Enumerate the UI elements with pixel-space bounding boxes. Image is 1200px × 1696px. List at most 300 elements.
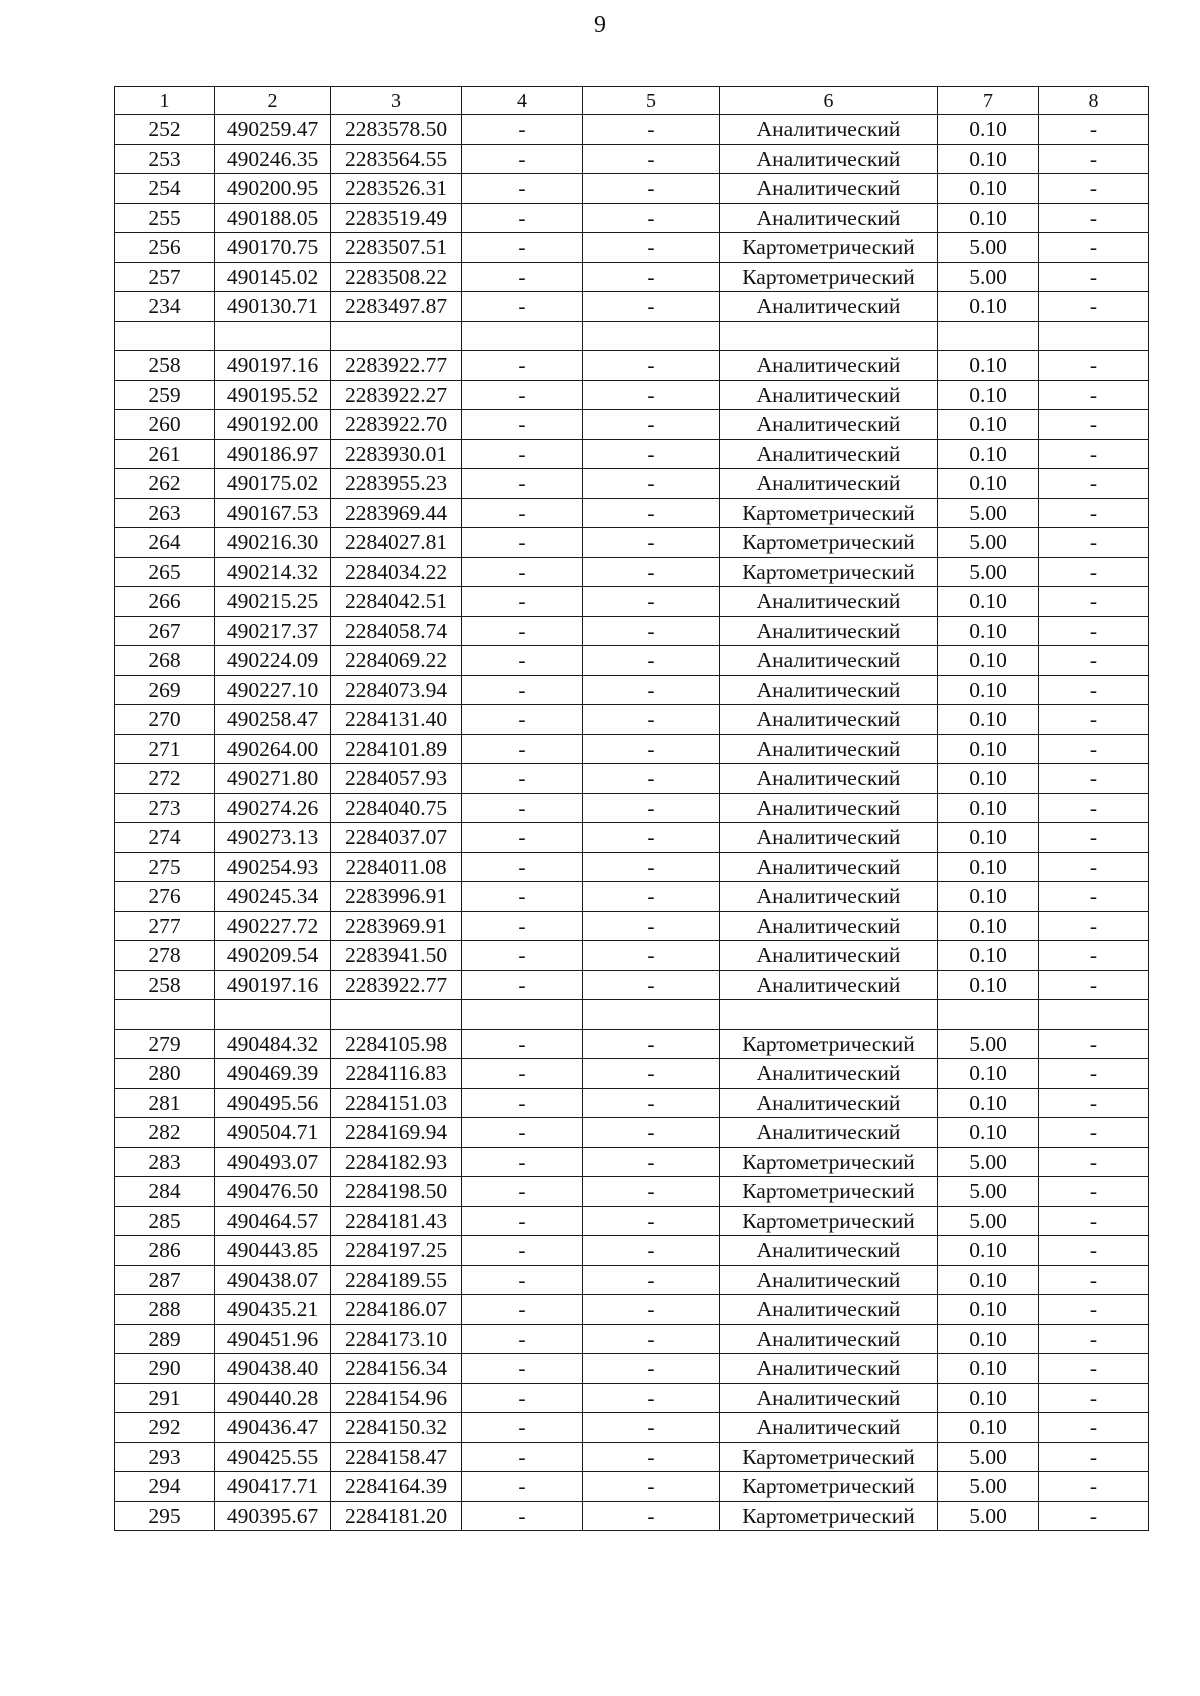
cell-point-number: 261 (115, 439, 215, 469)
cell-coord-x: 490435.21 (215, 1295, 331, 1325)
table-row (115, 1442, 1149, 1472)
cell-accuracy: 5.00 (938, 1147, 1039, 1177)
cell-col-5: - (583, 734, 720, 764)
header-cell-1: 1 (115, 87, 215, 115)
cell-method: Аналитический (720, 203, 938, 233)
cell-method: Аналитический (720, 970, 938, 1000)
cell-col-4: - (462, 498, 583, 528)
cell-method: Картометрический (720, 1501, 938, 1531)
cell-col-5: - (583, 852, 720, 882)
cell-coord-y: 2284042.51 (331, 587, 462, 617)
cell-point-number: 257 (115, 262, 215, 292)
table-row (115, 528, 1149, 558)
cell-coord-y: 2284186.07 (331, 1295, 462, 1325)
cell-method: Аналитический (720, 587, 938, 617)
cell-col-4: - (462, 262, 583, 292)
cell-coord-y: 2284198.50 (331, 1177, 462, 1207)
cell-point-number: 283 (115, 1147, 215, 1177)
cell-col-4 (462, 321, 583, 351)
cell-col-5: - (583, 115, 720, 145)
table-row (115, 1118, 1149, 1148)
cell-col-8: - (1039, 380, 1149, 410)
cell-coord-y: 2284057.93 (331, 764, 462, 794)
cell-col-8 (1039, 1000, 1149, 1030)
cell-point-number: 268 (115, 646, 215, 676)
cell-col-5: - (583, 616, 720, 646)
cell-col-4: - (462, 646, 583, 676)
table-row (115, 469, 1149, 499)
cell-col-5: - (583, 174, 720, 204)
cell-col-5: - (583, 911, 720, 941)
cell-coord-x: 490274.26 (215, 793, 331, 823)
cell-point-number: 295 (115, 1501, 215, 1531)
cell-coord-x: 490273.13 (215, 823, 331, 853)
cell-col-4: - (462, 734, 583, 764)
cell-col-8: - (1039, 1177, 1149, 1207)
cell-accuracy: 5.00 (938, 1472, 1039, 1502)
cell-point-number: 288 (115, 1295, 215, 1325)
cell-col-8: - (1039, 911, 1149, 941)
cell-col-8 (1039, 321, 1149, 351)
cell-coord-x: 490493.07 (215, 1147, 331, 1177)
cell-coord-y: 2284040.75 (331, 793, 462, 823)
cell-point-number: 267 (115, 616, 215, 646)
cell-coord-x: 490417.71 (215, 1472, 331, 1502)
cell-point-number: 277 (115, 911, 215, 941)
cell-method: Аналитический (720, 734, 938, 764)
cell-accuracy: 0.10 (938, 439, 1039, 469)
cell-accuracy: 0.10 (938, 1236, 1039, 1266)
table-row (115, 616, 1149, 646)
cell-coord-x: 490271.80 (215, 764, 331, 794)
cell-accuracy (938, 321, 1039, 351)
cell-col-4: - (462, 1206, 583, 1236)
table-row (115, 292, 1149, 322)
cell-method: Картометрический (720, 1029, 938, 1059)
cell-method: Аналитический (720, 144, 938, 174)
cell-col-4: - (462, 292, 583, 322)
cell-coord-y: 2283526.31 (331, 174, 462, 204)
cell-coord-y: 2284105.98 (331, 1029, 462, 1059)
cell-point-number: 280 (115, 1059, 215, 1089)
cell-coord-x: 490451.96 (215, 1324, 331, 1354)
cell-coord-y: 2283922.77 (331, 970, 462, 1000)
cell-point-number: 290 (115, 1354, 215, 1384)
table-row (115, 1088, 1149, 1118)
cell-accuracy: 0.10 (938, 410, 1039, 440)
table-row (115, 262, 1149, 292)
cell-col-4: - (462, 941, 583, 971)
cell-accuracy: 0.10 (938, 646, 1039, 676)
table-row (115, 1383, 1149, 1413)
cell-coord-x: 490214.32 (215, 557, 331, 587)
cell-point-number: 285 (115, 1206, 215, 1236)
cell-method: Аналитический (720, 1354, 938, 1384)
table-row (115, 823, 1149, 853)
cell-point-number: 275 (115, 852, 215, 882)
cell-method: Аналитический (720, 1059, 938, 1089)
cell-method: Аналитический (720, 439, 938, 469)
cell-col-4: - (462, 410, 583, 440)
cell-col-8: - (1039, 262, 1149, 292)
cell-point-number: 274 (115, 823, 215, 853)
cell-method (720, 321, 938, 351)
cell-col-5 (583, 1000, 720, 1030)
cell-coord-y: 2283922.77 (331, 351, 462, 381)
table-row (115, 882, 1149, 912)
cell-col-8: - (1039, 1295, 1149, 1325)
cell-coord-x: 490145.02 (215, 262, 331, 292)
cell-point-number: 253 (115, 144, 215, 174)
cell-coord-x: 490258.47 (215, 705, 331, 735)
cell-col-5: - (583, 1324, 720, 1354)
cell-coord-x: 490464.57 (215, 1206, 331, 1236)
cell-coord-y: 2283922.27 (331, 380, 462, 410)
cell-col-4: - (462, 1295, 583, 1325)
table-row (115, 764, 1149, 794)
cell-col-8: - (1039, 1236, 1149, 1266)
cell-accuracy: 5.00 (938, 1177, 1039, 1207)
cell-col-4: - (462, 616, 583, 646)
cell-method: Аналитический (720, 469, 938, 499)
cell-col-4: - (462, 705, 583, 735)
cell-coord-x: 490425.55 (215, 1442, 331, 1472)
cell-col-5: - (583, 793, 720, 823)
cell-col-4: - (462, 380, 583, 410)
cell-col-4: - (462, 144, 583, 174)
cell-col-4: - (462, 174, 583, 204)
cell-method: Аналитический (720, 380, 938, 410)
cell-col-4: - (462, 675, 583, 705)
cell-accuracy: 0.10 (938, 616, 1039, 646)
cell-coord-x: 490175.02 (215, 469, 331, 499)
cell-accuracy: 0.10 (938, 1324, 1039, 1354)
cell-col-4: - (462, 528, 583, 558)
cell-col-8: - (1039, 882, 1149, 912)
cell-col-4: - (462, 1442, 583, 1472)
cell-col-4: - (462, 587, 583, 617)
cell-col-8: - (1039, 793, 1149, 823)
cell-method: Аналитический (720, 1236, 938, 1266)
cell-coord-x: 490224.09 (215, 646, 331, 676)
cell-accuracy: 0.10 (938, 734, 1039, 764)
cell-col-4: - (462, 823, 583, 853)
cell-coord-y: 2284037.07 (331, 823, 462, 853)
cell-col-5: - (583, 1118, 720, 1148)
table-row (115, 439, 1149, 469)
cell-accuracy: 5.00 (938, 1029, 1039, 1059)
cell-col-8: - (1039, 498, 1149, 528)
cell-method: Аналитический (720, 1295, 938, 1325)
cell-point-number: 281 (115, 1088, 215, 1118)
cell-coord-y: 2283930.01 (331, 439, 462, 469)
cell-col-5: - (583, 882, 720, 912)
table-row (115, 587, 1149, 617)
cell-accuracy: 0.10 (938, 1295, 1039, 1325)
cell-point-number: 284 (115, 1177, 215, 1207)
cell-coord-y: 2284034.22 (331, 557, 462, 587)
header-cell-4: 4 (462, 87, 583, 115)
cell-coord-x: 490227.10 (215, 675, 331, 705)
cell-col-4: - (462, 852, 583, 882)
table-row (115, 852, 1149, 882)
cell-coord-x (215, 1000, 331, 1030)
cell-method: Картометрический (720, 1442, 938, 1472)
cell-accuracy: 0.10 (938, 1059, 1039, 1089)
cell-point-number: 273 (115, 793, 215, 823)
cell-col-5: - (583, 1501, 720, 1531)
cell-col-8: - (1039, 1265, 1149, 1295)
cell-col-4: - (462, 1118, 583, 1148)
cell-point-number: 263 (115, 498, 215, 528)
cell-col-8: - (1039, 1442, 1149, 1472)
cell-coord-y: 2284189.55 (331, 1265, 462, 1295)
table-body (115, 87, 1149, 1531)
cell-col-8: - (1039, 1472, 1149, 1502)
cell-accuracy: 0.10 (938, 380, 1039, 410)
table-row (115, 1413, 1149, 1443)
cell-col-5: - (583, 764, 720, 794)
cell-col-8: - (1039, 203, 1149, 233)
cell-method: Картометрический (720, 1472, 938, 1502)
cell-col-5: - (583, 1236, 720, 1266)
cell-method: Картометрический (720, 528, 938, 558)
cell-col-8: - (1039, 734, 1149, 764)
cell-col-4: - (462, 203, 583, 233)
cell-accuracy: 0.10 (938, 351, 1039, 381)
cell-point-number: 293 (115, 1442, 215, 1472)
cell-coord-y (331, 321, 462, 351)
cell-coord-x: 490215.25 (215, 587, 331, 617)
cell-coord-x: 490170.75 (215, 233, 331, 263)
cell-coord-x: 490476.50 (215, 1177, 331, 1207)
cell-col-5: - (583, 292, 720, 322)
table-row (115, 646, 1149, 676)
table-row (115, 793, 1149, 823)
cell-col-8: - (1039, 705, 1149, 735)
cell-coord-x: 490469.39 (215, 1059, 331, 1089)
cell-coord-y: 2284181.43 (331, 1206, 462, 1236)
table-row (115, 1472, 1149, 1502)
cell-col-4: - (462, 115, 583, 145)
cell-col-5: - (583, 1354, 720, 1384)
cell-col-5: - (583, 705, 720, 735)
cell-coord-x: 490192.00 (215, 410, 331, 440)
cell-accuracy: 5.00 (938, 233, 1039, 263)
cell-col-8: - (1039, 1383, 1149, 1413)
cell-coord-y: 2284131.40 (331, 705, 462, 735)
table-separator-row (115, 1000, 1149, 1030)
cell-col-5: - (583, 439, 720, 469)
cell-accuracy: 0.10 (938, 1265, 1039, 1295)
table-row (115, 1206, 1149, 1236)
cell-col-8: - (1039, 1501, 1149, 1531)
cell-accuracy: 0.10 (938, 882, 1039, 912)
table-row (115, 734, 1149, 764)
cell-coord-x: 490495.56 (215, 1088, 331, 1118)
cell-method: Аналитический (720, 292, 938, 322)
cell-method: Аналитический (720, 705, 938, 735)
header-cell-7: 7 (938, 87, 1039, 115)
cell-col-5: - (583, 1413, 720, 1443)
cell-col-5: - (583, 557, 720, 587)
cell-coord-x: 490254.93 (215, 852, 331, 882)
table-row (115, 1265, 1149, 1295)
cell-col-4: - (462, 557, 583, 587)
cell-coord-x: 490438.40 (215, 1354, 331, 1384)
cell-coord-x: 490197.16 (215, 351, 331, 381)
cell-accuracy: 5.00 (938, 1442, 1039, 1472)
table-row (115, 233, 1149, 263)
cell-accuracy: 0.10 (938, 911, 1039, 941)
cell-col-5: - (583, 823, 720, 853)
cell-accuracy (938, 1000, 1039, 1030)
cell-method: Картометрический (720, 557, 938, 587)
table-header-row (115, 87, 1149, 115)
cell-col-8: - (1039, 1029, 1149, 1059)
cell-accuracy: 0.10 (938, 675, 1039, 705)
cell-col-8: - (1039, 528, 1149, 558)
cell-accuracy: 0.10 (938, 469, 1039, 499)
cell-method: Аналитический (720, 764, 938, 794)
cell-col-4: - (462, 793, 583, 823)
cell-accuracy: 0.10 (938, 1383, 1039, 1413)
cell-point-number: 276 (115, 882, 215, 912)
cell-method: Аналитический (720, 1413, 938, 1443)
cell-col-5: - (583, 587, 720, 617)
cell-col-8: - (1039, 1059, 1149, 1089)
cell-accuracy: 0.10 (938, 1088, 1039, 1118)
cell-coord-y: 2283519.49 (331, 203, 462, 233)
cell-point-number: 270 (115, 705, 215, 735)
cell-col-4: - (462, 1236, 583, 1266)
cell-method: Аналитический (720, 351, 938, 381)
table-row (115, 203, 1149, 233)
cell-accuracy: 0.10 (938, 970, 1039, 1000)
table-row (115, 174, 1149, 204)
cell-col-5: - (583, 1206, 720, 1236)
cell-col-8: - (1039, 439, 1149, 469)
table-row (115, 498, 1149, 528)
cell-accuracy: 0.10 (938, 115, 1039, 145)
cell-coord-y: 2283969.91 (331, 911, 462, 941)
cell-point-number: 279 (115, 1029, 215, 1059)
cell-col-8: - (1039, 764, 1149, 794)
cell-col-8: - (1039, 144, 1149, 174)
table-row (115, 1236, 1149, 1266)
table-row (115, 1501, 1149, 1531)
cell-col-5: - (583, 469, 720, 499)
cell-point-number: 292 (115, 1413, 215, 1443)
cell-col-5: - (583, 1472, 720, 1502)
cell-accuracy: 0.10 (938, 705, 1039, 735)
cell-point-number: 258 (115, 970, 215, 1000)
cell-col-4 (462, 1000, 583, 1030)
cell-point-number: 262 (115, 469, 215, 499)
cell-col-4: - (462, 911, 583, 941)
cell-point-number: 286 (115, 1236, 215, 1266)
cell-method (720, 1000, 938, 1030)
cell-method: Аналитический (720, 911, 938, 941)
table-row (115, 1354, 1149, 1384)
cell-method: Картометрический (720, 262, 938, 292)
cell-point-number: 287 (115, 1265, 215, 1295)
cell-col-5: - (583, 1147, 720, 1177)
cell-method: Аналитический (720, 1383, 938, 1413)
cell-method: Аналитический (720, 675, 938, 705)
header-cell-2: 2 (215, 87, 331, 115)
cell-method: Аналитический (720, 941, 938, 971)
cell-method: Аналитический (720, 1088, 938, 1118)
cell-col-4: - (462, 1354, 583, 1384)
cell-accuracy: 0.10 (938, 1118, 1039, 1148)
cell-coord-x: 490395.67 (215, 1501, 331, 1531)
cell-col-5: - (583, 1295, 720, 1325)
cell-point-number: 259 (115, 380, 215, 410)
cell-col-4: - (462, 1029, 583, 1059)
cell-coord-y (331, 1000, 462, 1030)
cell-coord-x: 490197.16 (215, 970, 331, 1000)
cell-coord-y: 2283564.55 (331, 144, 462, 174)
cell-accuracy: 0.10 (938, 203, 1039, 233)
cell-method: Аналитический (720, 1118, 938, 1148)
cell-col-8: - (1039, 351, 1149, 381)
cell-coord-y: 2283941.50 (331, 941, 462, 971)
cell-coord-x: 490195.52 (215, 380, 331, 410)
cell-col-4: - (462, 1177, 583, 1207)
cell-col-5: - (583, 351, 720, 381)
cell-col-5: - (583, 262, 720, 292)
table-row (115, 1059, 1149, 1089)
cell-accuracy: 0.10 (938, 1354, 1039, 1384)
cell-coord-y: 2283969.44 (331, 498, 462, 528)
cell-method: Аналитический (720, 410, 938, 440)
cell-coord-y: 2284158.47 (331, 1442, 462, 1472)
cell-point-number: 254 (115, 174, 215, 204)
cell-col-4: - (462, 351, 583, 381)
cell-coord-x: 490200.95 (215, 174, 331, 204)
cell-method: Картометрический (720, 498, 938, 528)
cell-point-number: 256 (115, 233, 215, 263)
cell-method: Картометрический (720, 1206, 938, 1236)
cell-accuracy: 0.10 (938, 764, 1039, 794)
cell-coord-y: 2284150.32 (331, 1413, 462, 1443)
cell-col-4: - (462, 233, 583, 263)
cell-accuracy: 0.10 (938, 941, 1039, 971)
cell-coord-x: 490484.32 (215, 1029, 331, 1059)
table-separator-row (115, 321, 1149, 351)
cell-col-5: - (583, 144, 720, 174)
cell-point-number: 258 (115, 351, 215, 381)
header-cell-3: 3 (331, 87, 462, 115)
cell-method: Аналитический (720, 1324, 938, 1354)
header-cell-8: 8 (1039, 87, 1149, 115)
cell-coord-x: 490188.05 (215, 203, 331, 233)
cell-col-8: - (1039, 1354, 1149, 1384)
cell-point-number: 291 (115, 1383, 215, 1413)
cell-coord-x: 490216.30 (215, 528, 331, 558)
cell-point-number: 252 (115, 115, 215, 145)
cell-col-8: - (1039, 941, 1149, 971)
cell-col-5: - (583, 970, 720, 1000)
cell-col-4: - (462, 1324, 583, 1354)
header-cell-5: 5 (583, 87, 720, 115)
cell-point-number (115, 321, 215, 351)
cell-col-5: - (583, 1029, 720, 1059)
cell-col-5: - (583, 1177, 720, 1207)
table-row (115, 705, 1149, 735)
cell-method: Аналитический (720, 823, 938, 853)
